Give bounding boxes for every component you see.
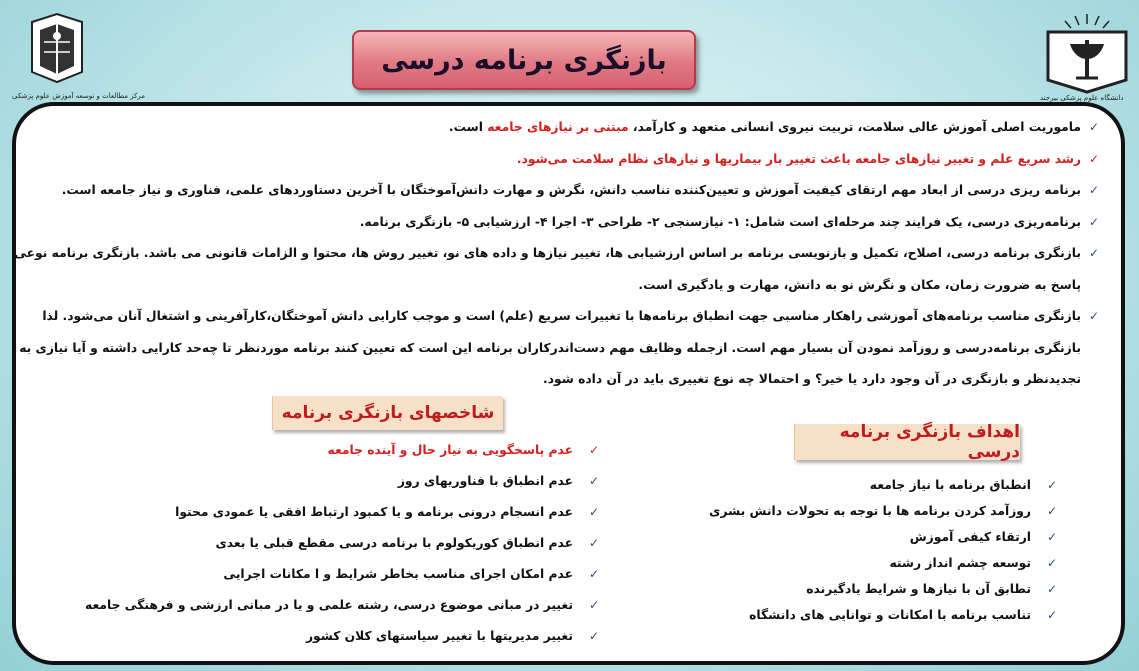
indicator-text: عدم انطباق با فناوریهای روز xyxy=(397,474,573,488)
check-icon: ✓ xyxy=(1088,183,1099,197)
bullet-text: بازنگری برنامه درسی، اصلاح، تکمیل و بازنویسی برنامه بر اساس ارزشیابی ها، تغییر نیازها و داده های نو، تغییر روش ها، محتوا و الزامات قانونی می باشد. بازنگری برنامه نوعی پاسخ به ضرورت زمان، مکان و نگرش نو به دانش، مهارت و یادگیری است. xyxy=(14,246,1081,292)
indicator-text: عدم امکان اجرای مناسب بخاطر شرایط و ا مکانات اجرایی xyxy=(223,567,573,581)
bullet-item xyxy=(9,207,1099,239)
check-icon: ✓ xyxy=(1088,214,1099,229)
check-icon: ✓ xyxy=(588,505,599,519)
bullet-item xyxy=(9,175,1099,207)
indicators-title-box xyxy=(272,396,503,430)
check-icon: ✓ xyxy=(588,629,599,643)
bullet-item xyxy=(9,301,1099,396)
bullet-text: برنامه ریزی درسی از ابعاد مهم ارتقای کیفیت آموزش و تعیین‌کننده تناسب دانش، نگرش و مهارت دانش‌آموختگان با آخرین دستاوردهای علمی، فناوری و نیاز جامعه است. xyxy=(61,183,1081,197)
goal-text: ارتقاء کیفی آموزش xyxy=(909,530,1031,544)
goal-text: تطابق آن با نیازها و شرایط یادگیرنده xyxy=(806,582,1031,596)
center-logo xyxy=(12,12,146,107)
page-title: بازنگری برنامه درسی xyxy=(381,44,667,76)
bullet-highlight: مبتنی بر نیازهای جامعه xyxy=(487,120,629,134)
indicator-item xyxy=(39,629,599,660)
check-icon: ✓ xyxy=(1088,246,1099,260)
goal-text: انطباق برنامه با نیاز جامعه xyxy=(869,478,1031,492)
goals-list xyxy=(677,478,1057,634)
goals-title: اهداف بازنگری برنامه درسی xyxy=(839,422,1020,462)
check-icon: ✓ xyxy=(1046,478,1057,492)
bullet-item xyxy=(9,144,1099,176)
goal-item xyxy=(677,556,1057,582)
bullet-text-end: است. xyxy=(448,120,488,134)
indicator-item xyxy=(39,536,599,567)
indicator-item xyxy=(39,505,599,536)
check-icon: ✓ xyxy=(1088,120,1099,134)
goal-item xyxy=(677,504,1057,530)
check-icon: ✓ xyxy=(1046,582,1057,596)
bullet-text: برنامه‌ریزی درسی، یک فرایند چند مرحله‌ای است شامل: ۱- نیازسنجی ۲- طراحی ۳- اجرا ۴- ارزشیابی ۵- بازنگری برنامه. xyxy=(359,214,1081,229)
check-icon: ✓ xyxy=(588,443,599,457)
bullet-text: رشد سریع علم و تغییر نیازهای جامعه باعث تغییر بار بیماریها و نیازهای نظام سلامت می‌شود. xyxy=(516,151,1081,166)
bullet-item xyxy=(9,238,1099,301)
indicator-item xyxy=(39,567,599,598)
check-icon: ✓ xyxy=(1088,151,1099,166)
goal-item xyxy=(677,530,1057,556)
indicators-list xyxy=(39,443,599,660)
indicator-item xyxy=(39,474,599,505)
goal-text: روزآمد کردن برنامه ها با توجه به تحولات دانش بشری xyxy=(709,504,1031,518)
indicator-text: تغییر در مبانی موضوع درسی، رشته علمی و یا در مبانی ارزشی و فرهنگی جامعه xyxy=(84,598,573,612)
check-icon: ✓ xyxy=(1046,608,1057,622)
indicator-text: تغییر مدیریتها با تغییر سیاستهای کلان کشور xyxy=(305,629,573,643)
indicator-text: عدم انطباق کوریکولوم با برنامه درسی مقطع قبلی یا بعدی xyxy=(215,536,573,550)
indicator-text: عدم انسجام درونی برنامه و یا کمبود ارتباط افقی یا عمودی محتوا xyxy=(175,505,573,519)
bullet-text: بازنگری مناسب برنامه‌های آموزشی راهکار مناسبی جهت انطباق برنامه‌ها با تغییرات سریع (علم) است و موجب کارایی دانش آموختگان،کارآفرینی و اشتغال آنان می‌شود. لذا بازنگری برنامه‌درسی و روزآمد نمودن آن بسیار مهم است. ازجمله وظایف مهم دست‌اندرکاران برنامه این است که تعیین کنند برنامه موردنظر تا چه‌حد کارایی داشته و آیا نیازی به تجدیدنظر و بازنگری در آن وجود دارد یا خیر؟ و احتمالا چه نوع تغییری باید در آن داده شود. xyxy=(19,309,1081,386)
goal-text: توسعه چشم انداز رشته xyxy=(889,556,1031,570)
indicator-item xyxy=(39,443,599,474)
bullet-item xyxy=(9,112,1099,144)
goal-item xyxy=(677,582,1057,608)
university-logo xyxy=(1040,10,1134,110)
goal-item xyxy=(677,608,1057,634)
indicator-item xyxy=(39,598,599,629)
university-logo-caption: دانشگاه علوم پزشکی بیرجند xyxy=(1040,94,1124,102)
check-icon: ✓ xyxy=(588,536,599,550)
title-banner xyxy=(352,30,696,90)
goals-title-box xyxy=(794,424,1020,460)
indicators-title: شاخصهای بازنگری برنامه xyxy=(281,403,495,423)
check-icon: ✓ xyxy=(588,598,599,612)
university-emblem-icon xyxy=(1040,10,1134,94)
check-icon: ✓ xyxy=(588,567,599,581)
center-logo-caption: مرکز مطالعات و توسعه آموزش علوم پزشکی xyxy=(12,92,146,100)
goal-item xyxy=(677,478,1057,504)
goal-text: تناسب برنامه با امکانات و توانایی های دانشگاه xyxy=(749,608,1031,622)
check-icon: ✓ xyxy=(1046,530,1057,544)
check-icon: ✓ xyxy=(1046,556,1057,570)
content-panel xyxy=(12,102,1125,665)
bullet-list xyxy=(9,112,1099,396)
bullet-text: ماموریت اصلی آموزش عالی سلامت، تربیت نیروی انسانی متعهد و کارآمد، xyxy=(628,120,1081,134)
book-emblem-icon xyxy=(12,12,102,92)
check-icon: ✓ xyxy=(588,474,599,488)
check-icon: ✓ xyxy=(1046,504,1057,518)
indicator-text: عدم پاسخگویی به نیاز حال و آینده جامعه xyxy=(327,443,573,457)
check-icon: ✓ xyxy=(1088,309,1099,323)
